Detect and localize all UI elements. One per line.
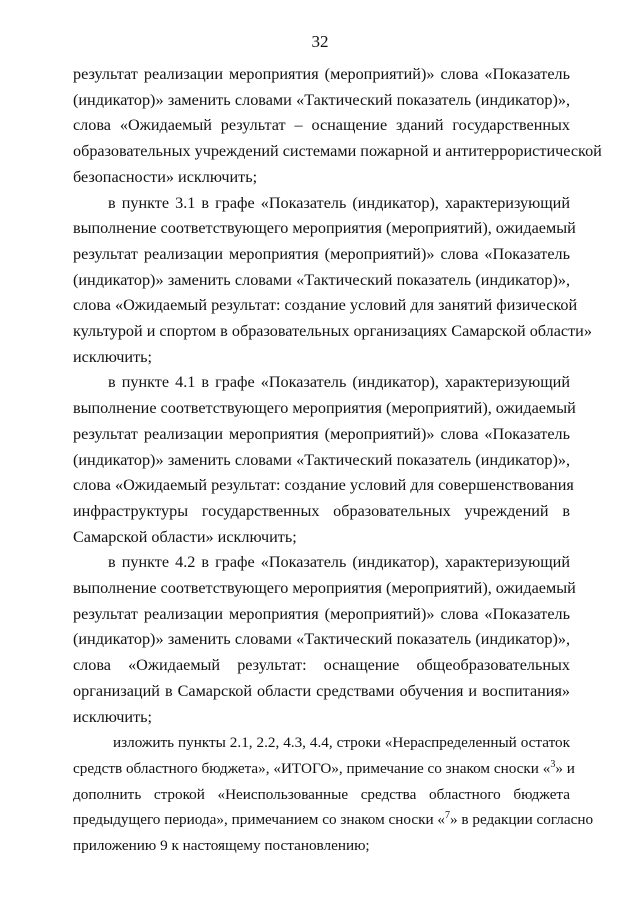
- paragraph-2: [73, 191, 592, 371]
- text-segment: » в редакции согласно: [450, 811, 594, 829]
- text-line: изложить пункты 2.1, 2.2, 4.3, 4.4, строки «Нераспределенный остаток: [113, 734, 570, 752]
- text-line: (индикатор)» заменить словами «Тактический показатель (индикатор)»,: [73, 270, 570, 289]
- text-line: (индикатор)» заменить словами «Тактический показатель (индикатор)»,: [73, 630, 570, 649]
- text-line: результат реализации мероприятия (мероприятий)» слова «Показатель: [73, 65, 570, 83]
- paragraph-4: [73, 550, 576, 730]
- footnote-mark: 3: [550, 758, 556, 770]
- paragraph-3: [73, 370, 576, 550]
- text-line: слова «Ожидаемый результат: создание условий для совершенствования: [73, 476, 574, 495]
- text-line: исключить;: [73, 707, 153, 726]
- text-line: (индикатор)» заменить словами «Тактический показатель (индикатор)»,: [73, 90, 570, 109]
- text-segment: предыдущего периода», примечанием со знаком сноски «: [73, 811, 445, 829]
- text-line: выполнение соответствующего мероприятия (мероприятий), ожидаемый: [73, 399, 576, 418]
- text-line: в пункте 3.1 в графе «Показатель (индикатор), характеризующий: [108, 193, 570, 212]
- page-number: 32: [311, 32, 329, 51]
- text-line: слова «Ожидаемый результат – оснащение зданий государственных: [73, 116, 570, 135]
- text-line: дополнить строкой «Неиспользованные средства областного бюджета: [73, 785, 570, 803]
- text-line: результат реализации мероприятия (мероприятий)» слова «Показатель: [73, 604, 570, 623]
- text-line: инфраструктуры государственных образовательных учреждений в: [73, 501, 570, 520]
- text-line: слова «Ожидаемый результат: создание условий для занятий физической: [73, 296, 578, 315]
- text-line: культурой и спортом в образовательных организациях Самарской области»: [73, 322, 592, 341]
- text-line: результат реализации мероприятия (мероприятий)» слова «Показатель: [73, 244, 570, 263]
- text-line: приложению 9 к настоящему постановлению;: [73, 837, 370, 855]
- text-segment: средств областного бюджета», «ИТОГО», примечание со знаком сноски «: [73, 759, 551, 777]
- text-line: безопасности» исключить;: [73, 167, 258, 186]
- text-line: образовательных учреждений системами пожарной и антитеррористической: [73, 142, 602, 161]
- text-line: исключить;: [73, 347, 153, 366]
- text-line: [73, 756, 575, 782]
- text-line: организаций в Самарской области средствами обучения и воспитания»: [73, 681, 570, 700]
- text-line: (индикатор)» заменить словами «Тактический показатель (индикатор)»,: [73, 450, 570, 469]
- text-segment: » и: [555, 759, 575, 777]
- text-line: результат реализации мероприятия (мероприятий)» слова «Показатель: [73, 424, 570, 443]
- text-line: в пункте 4.1 в графе «Показатель (индикатор), характеризующий: [108, 373, 570, 392]
- footnote-mark: 7: [445, 810, 450, 822]
- paragraph-1: [73, 62, 602, 191]
- text-line: слова «Ожидаемый результат: оснащение общеобразовательных: [73, 656, 570, 675]
- text-line: в пункте 4.2 в графе «Показатель (индикатор), характеризующий: [108, 553, 570, 572]
- paragraph-5: [73, 730, 594, 859]
- text-line: выполнение соответствующего мероприятия (мероприятий), ожидаемый: [73, 219, 576, 238]
- text-line: выполнение соответствующего мероприятия (мероприятий), ожидаемый: [73, 579, 576, 598]
- text-line: [73, 807, 594, 833]
- text-line: Самарской области» исключить;: [73, 527, 297, 546]
- document-body: [73, 62, 602, 859]
